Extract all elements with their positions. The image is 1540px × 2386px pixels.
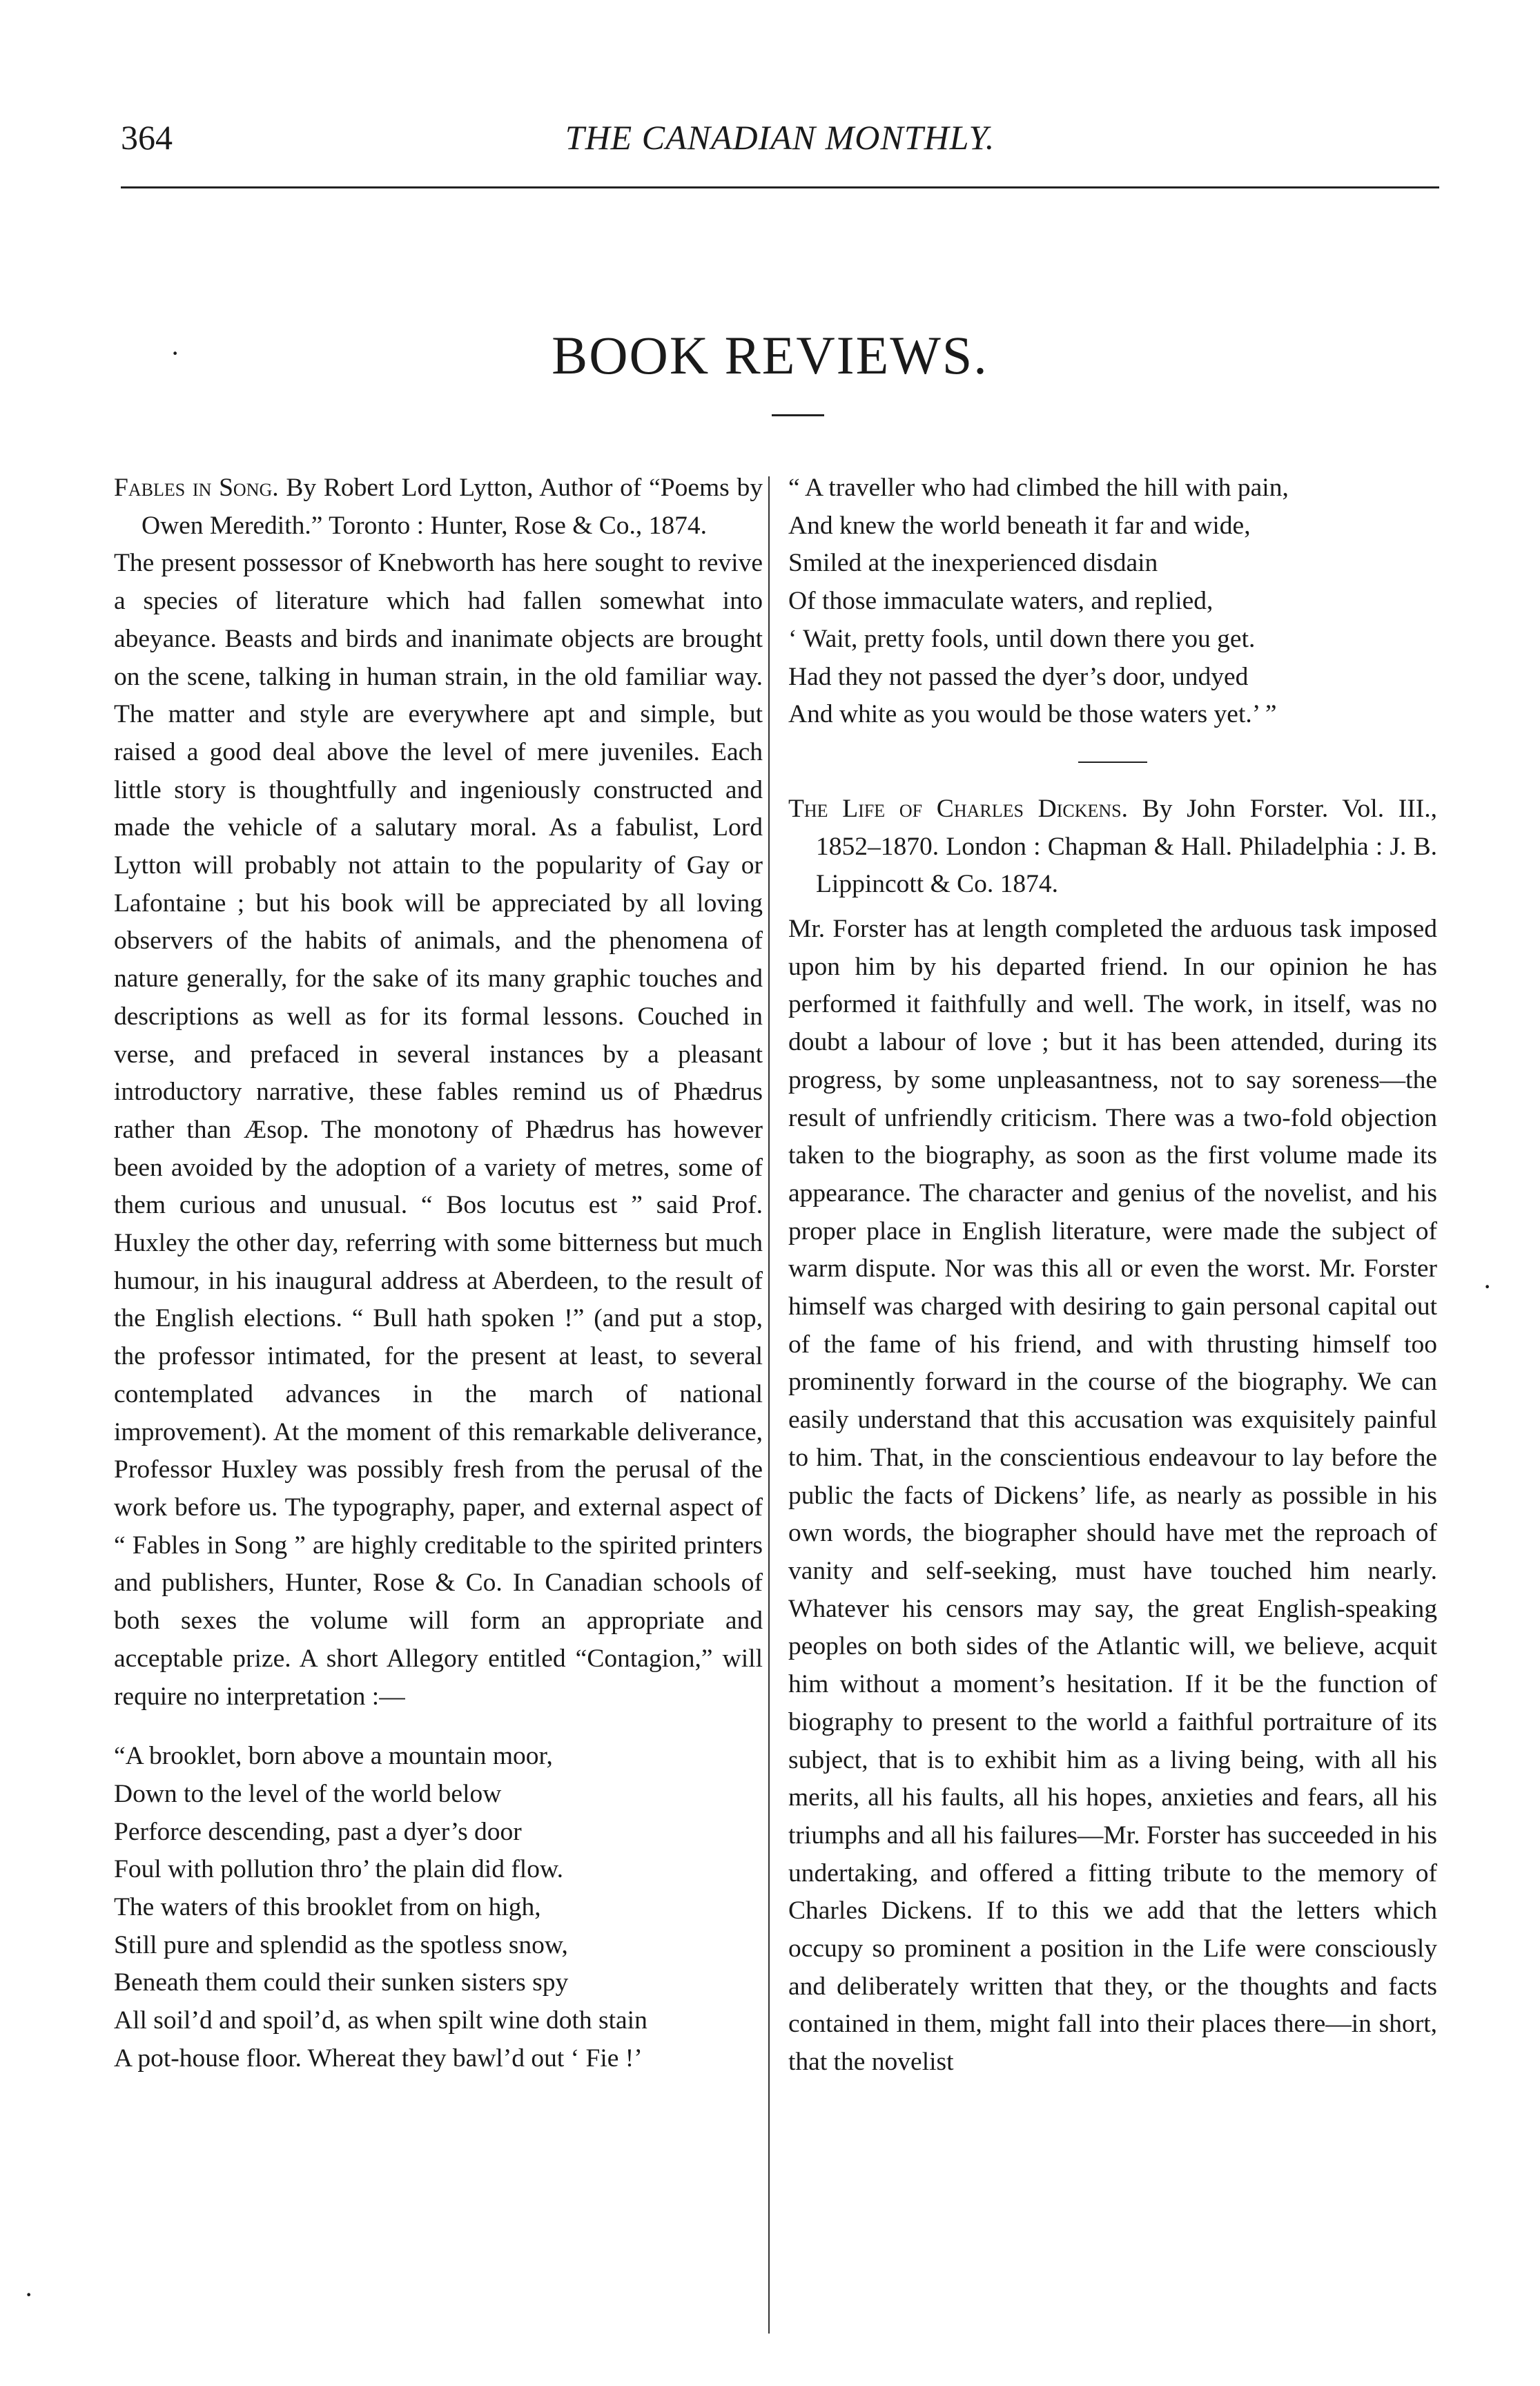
poem-line: All soil’d and spoil’d, as when spilt wine doth stain bbox=[114, 2006, 647, 2035]
stray-mark: · bbox=[24, 2279, 34, 2310]
poem-line: Down to the level of the world below bbox=[114, 1779, 502, 1808]
poem-line: And knew the world beneath it far and wide, bbox=[788, 511, 1251, 540]
poem bbox=[114, 1738, 763, 2077]
poem-line: Had they not passed the dyer’s door, undyed bbox=[788, 662, 1249, 691]
poem-line: Still pure and splendid as the spotless snow, bbox=[114, 1930, 568, 1959]
review-citation bbox=[114, 469, 763, 545]
review-book-title: Fables in Song. bbox=[114, 474, 279, 502]
poem-line: And white as you would be those waters yet.’ ” bbox=[788, 700, 1277, 729]
page-number: 364 bbox=[121, 118, 173, 157]
poem-line: The waters of this brooklet from on high, bbox=[114, 1893, 541, 1922]
header-rule bbox=[121, 186, 1439, 188]
review-citation-details: By John Forster. Vol. III., 1852–1870. London : Chapman & Hall. Philadelphia : J. B. Lippincott & Co. 1874. bbox=[816, 794, 1437, 899]
title-rule bbox=[772, 414, 824, 416]
review-body: Mr. Forster has at length completed the arduous task imposed upon him by his departed friend. In our opinion he has performed it faithfully and well. The work, in itself, was no doubt a labour of love ; but it has been attended, during its progress, by some unpleasantness, not to say soreness—the result of unfriendly criticism. There was a two-fold objection taken to the biography, as soon as the first volume made its appearance. The character and genius of the novelist, and his proper place in English literature, were made the subject of warm dispute. Nor was this all or even the worst. Mr. Forster himself was charged with desiring to gain personal capital out of the fame of his friend, and with thrusting himself too prominently forward in the course of the biography. We can easily understand that this accusation was exquisitely painful to him. That, in the conscientious endeavour to lay before the public the facts of Dickens’ life, as nearly as possible in his own words, the biographer should have met the reproach of vanity and self-seeking, must have touched him nearly. Whatever his censors may say, the great English-speaking peoples on both sides of the Atlantic will, we believe, acquit him without a moment’s hesitation. If it be the function of biography to present to the world a faithful portraiture of its subject, that is to exhibit him as a living being, with all his merits, all his faults, all his hopes, anxieties and fears, all his triumphs and all his failures—Mr. Forster has succeeded in his undertaking, and offered a fitting tribute to the memory of Charles Dickens. If to this we add that the letters which occupy so prominent a position in the Life were consciously and deliberately written that they, or the thoughts and facts contained in them, might fall into their places there—in short, that the novelist bbox=[788, 915, 1437, 2077]
section-rule bbox=[1078, 762, 1147, 763]
stray-mark: · bbox=[1483, 1271, 1492, 1302]
review-book-title: The Life of Charles Dickens. bbox=[788, 794, 1128, 823]
section-title: BOOK REVIEWS. bbox=[552, 325, 988, 385]
right-column bbox=[788, 469, 1437, 2082]
poem-line: Perforce descending, past a dyer’s door bbox=[114, 1817, 522, 1846]
poem-continued bbox=[788, 469, 1437, 734]
stray-mark: · bbox=[170, 338, 180, 369]
poem-line: Foul with pollution thro’ the plain did flow. bbox=[114, 1855, 563, 1884]
review-citation bbox=[788, 791, 1437, 904]
review-body: The present possessor of Knebworth has here sought to revive a species of literature which had fallen somewhat into abeyance. Beasts and birds and inanimate objects are brought on the scene, talking in human strain, in the old familiar way. The matter and style are everywhere apt and simple, but raised a good deal above the level of mere juveniles. Each little story is thoughtfully and ingeniously constructed and made the vehicle of a salutary moral. As a fabulist, Lord Lytton will probably not attain to the popularity of Gay or Lafontaine ; but his book will be appreciated by all loving observers of the habits of animals, and the phenomena of nature generally, for the sake of its many graphic touches and descriptions as well as for its formal lessons. Couched in verse, and prefaced in several instances by a pleasant introductory narrative, these fables remind us of Phædrus rather than Æsop. The monotony of Phædrus has however been avoided by the adoption of a variety of metres, some of them curious and unusual. “ Bos locutus est ” said Prof. Huxley the other day, referring with some bitterness but much humour, in his inaugural address at Aberdeen, to the result of the English elections. “ Bull hath spoken !” (and put a stop, the professor intimated, for the present at least, to several contemplated advances in the march of national improvement). At the moment of this remarkable deliverance, Professor Huxley was possibly fresh from the perusal of the work before us. The typography, paper, and external aspect of “ Fables in Song ” are highly creditable to the spirited printers and publishers, Hunter, Rose & Co. In Canadian schools of both sexes the volume will form an appropriate and acceptable prize. A short Allegory entitled “Contagion,” will require no interpretation :— bbox=[114, 549, 763, 1711]
left-column bbox=[114, 469, 763, 2078]
column-divider bbox=[768, 476, 770, 2334]
page-header bbox=[121, 117, 1439, 173]
review-citation-details: By Robert Lord Lytton, Author of “Poems by Owen Meredith.” Toronto : Hunter, Rose & Co., 1874. bbox=[142, 474, 763, 540]
poem-line: ‘ Wait, pretty fools, until down there you get. bbox=[788, 624, 1256, 653]
running-title: THE CANADIAN MONTHLY. bbox=[565, 118, 995, 157]
poem-line: Of those immaculate waters, and replied, bbox=[788, 587, 1214, 616]
poem-line: Smiled at the inexperienced disdain bbox=[788, 549, 1158, 578]
poem-line: “A brooklet, born above a mountain moor, bbox=[114, 1742, 553, 1771]
poem-line: “ A traveller who had climbed the hill with pain, bbox=[788, 474, 1289, 502]
poem-line: A pot-house floor. Whereat they bawl’d out ‘ Fie !’ bbox=[114, 2044, 643, 2073]
poem-line: Beneath them could their sunken sisters spy bbox=[114, 1968, 569, 1997]
